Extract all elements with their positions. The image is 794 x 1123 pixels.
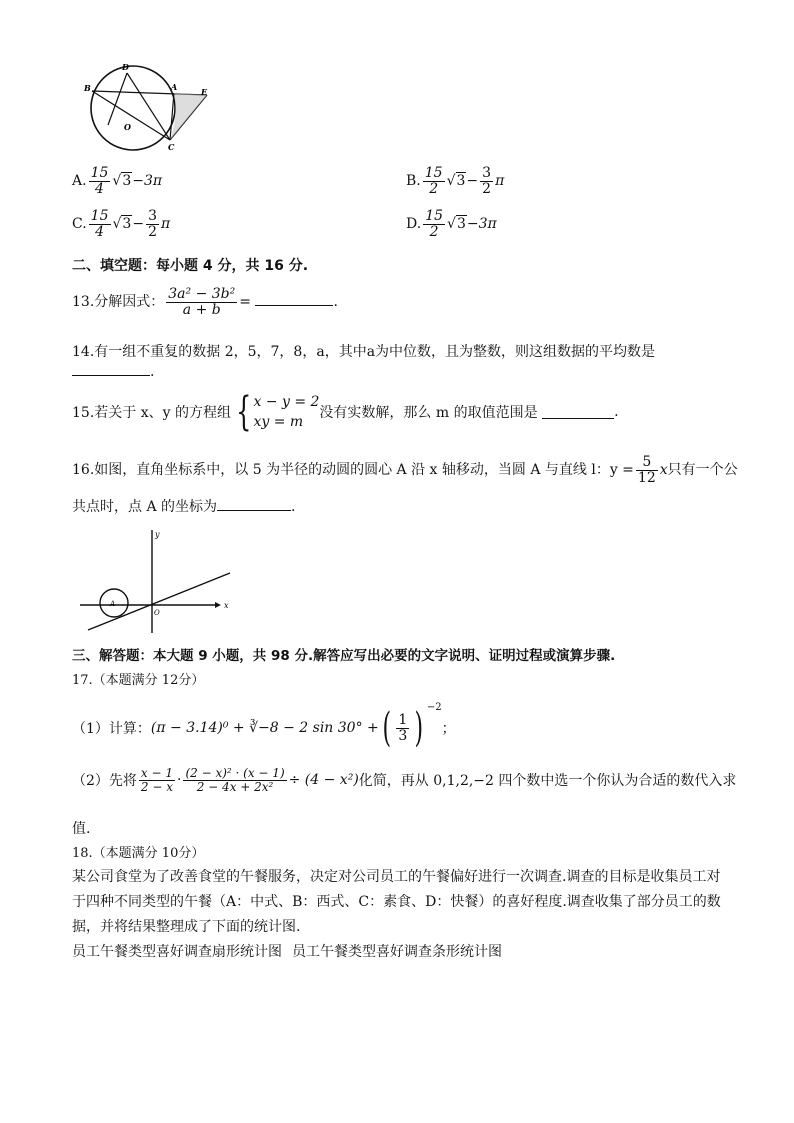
coordinate-figure [80, 525, 240, 639]
label-y-axis: y [155, 530, 160, 539]
geometry-figure-circle [78, 60, 218, 159]
question-14-answer: . [72, 363, 154, 380]
label-a-fig2: A [110, 600, 116, 608]
question-14: 14.有一组不重复的数据 2，5，7，8，a，其中a为中位数，且为整数，则这组数据的平均数是 [72, 344, 656, 360]
label-d: D [122, 62, 129, 72]
question-16-line2: 共点时，点 A 的坐标为 . [72, 499, 296, 515]
label-o: O [124, 122, 131, 132]
label-a: A [171, 82, 178, 92]
question-17-part2: （2）先将 $\frac{x - 1}{2 - x}$ · $\frac{\text{(2 − x)² · (x − 1)}}{\text{2 − 4x + 2x²}}$ ÷ (4 − x²)化简，再从 0,1,2,−2 四个数中选一个你认为合适的数代入求 [72, 766, 737, 794]
answer-blank-16[interactable] [217, 498, 291, 511]
question-18-line2: 于四种不同类型的午餐（A：中式、B：西式、C：素食、D：快餐）的喜好程度.调查收集了部分员工的数 [72, 894, 721, 910]
option-b[interactable]: B. $\frac{15}{2}$ √3− $\frac{3}{2}$ π [406, 165, 505, 197]
option-d[interactable]: D. $\frac{15}{2}$ √3−3π [406, 208, 497, 240]
label-c: C [168, 142, 175, 152]
pie-chart-caption: 员工午餐类型喜好调查扇形统计图 [72, 944, 282, 960]
question-16: 16.如图，直角坐标系中，以 5 为半径的动圆的圆心 A 沿 x 轴移动，当圆 A 与直线 l：y = $\frac{5}{12}$ x只有一个公 [72, 454, 738, 486]
label-b: B [84, 83, 91, 93]
question-18-line1: 某公司食堂为了改善食堂的午餐服务，决定对公司员工的午餐偏好进行一次调查.调查的目标是收集员工对 [72, 869, 721, 885]
question-15: 15.若关于 x、y 的方程组 { x − y = 2 xy = m 没有实数解，那么 m 的取值范围是 . [72, 389, 619, 435]
question-18-line3: 据，并将结果整理成了下面的统计图. [72, 919, 301, 935]
answer-blank-13[interactable] [255, 293, 333, 306]
answer-blank-15[interactable] [542, 406, 614, 419]
section-3-title: 三、解答题：本大题 9 小题，共 98 分.解答应写出必要的文字说明、证明过程或演算步骤. [72, 648, 616, 664]
label-origin: O [154, 609, 160, 617]
label-e: E [201, 87, 208, 97]
chart-captions [72, 941, 502, 961]
label-x-axis: x [224, 601, 229, 610]
option-a[interactable]: A. $\frac{15}{4}$ √3−3π [72, 165, 163, 197]
answer-blank-14[interactable] [72, 363, 150, 376]
question-13: 13.分解因式： $\frac{\text{3a² − 3b²}}{a + b}$ = . [72, 286, 338, 318]
question-17-header: 17.（本题满分 12分） [72, 673, 205, 688]
bar-chart-caption: 员工午餐类型喜好调查条形统计图 [292, 944, 502, 960]
question-17-part2-line2: 值. [72, 821, 91, 837]
option-c[interactable]: C. $\frac{15}{4}$ √3− $\frac{3}{2}$ π [72, 208, 171, 240]
question-17-part1: （1）计算：(π − 3.14)⁰ + ∛−8 − 2 sin 30° +( $\frac{1}{3}$ ) $^{-2}$； [72, 702, 456, 751]
question-18-header: 18.（本题满分 10分） [72, 846, 205, 861]
section-2-title: 二、填空题：每小题 4 分，共 16 分. [72, 258, 309, 274]
